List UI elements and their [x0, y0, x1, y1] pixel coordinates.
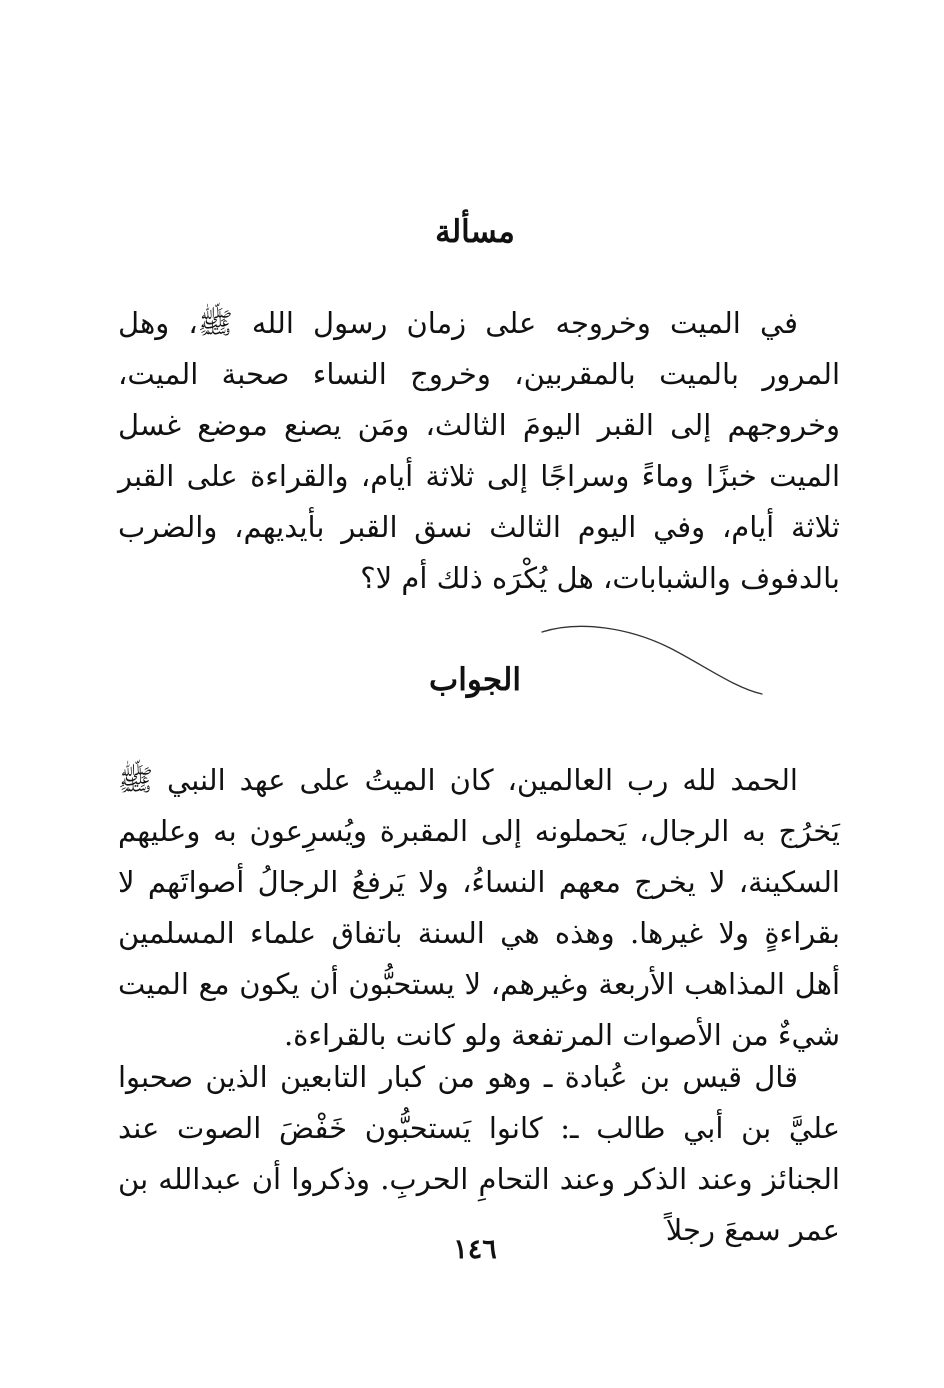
question-heading: مسألة	[435, 214, 515, 250]
answer-paragraph: قال قيس بن عُبادة ـ وهو من كبار التابعين الذين صحبوا عليَّ بن أبي طالب ـ: كانوا يَستحبُّون خَفْضَ الصوت عند الجنائز وعند الذكر وعند التحامِ الحربِ. وذكروا أن عبدالله بن عمر سمعَ رجلاً	[118, 1060, 840, 1247]
question-paragraph: في الميت وخروجه على زمان رسول الله ﷺ، وهل المرور بالميت بالمقربين، وخروج النساء صحبة الميت، وخروجهم إلى القبر اليومَ الثالث، ومَن يصنع موضع غسل الميت خبزًا وماءً وسراجًا إلى ثلاثة أيام، والقراءة على القبر ثلاثة أيام، وفي اليوم الثالث نسق القبر بأيديهم، والضرب بالدفوف والشبابات، هل يُكْرَه ذلك أم لا؟	[118, 306, 840, 595]
answer-paragraph: الحمد لله رب العالمين، كان الميتُ على عهد النبي ﷺ يَخرُج به الرجال، يَحملونه إلى المقبرة ويُسرِعون به وعليهم السكينة، لا يخرج معهم النساءُ، ولا يَرفعُ الرجالُ أصواتَهم لا بقراءةٍ ولا غيرها. وهذه هي السنة باتفاق علماء المسلمين أهل المذاهب الأربعة وغيرهم، لا يستحبُّون أن يكون مع الميت شيءٌ من الأصوات المرتفعة ولو كانت بالقراءة.	[118, 763, 840, 1052]
answer-heading: الجواب	[429, 662, 521, 698]
page-number: ١٤٦	[453, 1234, 497, 1265]
